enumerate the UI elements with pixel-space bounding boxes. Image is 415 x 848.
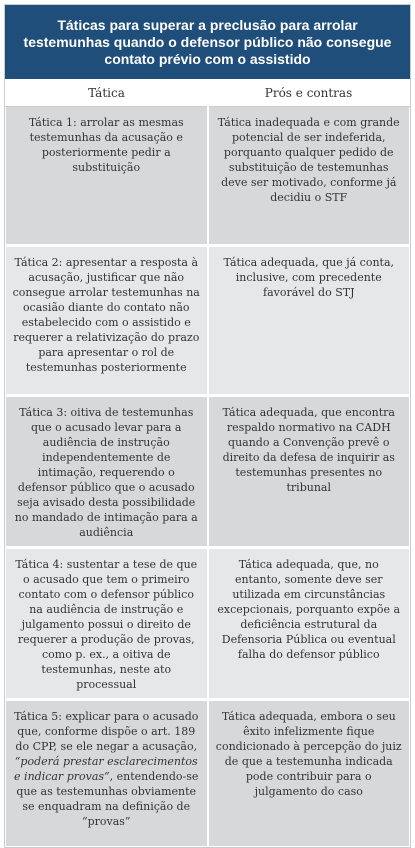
table-row bbox=[6, 397, 410, 547]
cell-pros-contras: Tática inadequada e com grande potencial de ser indeferida, porquanto qualquer pedido de substituição de testemunhas deve ser motivado, conforme já decidiu o STF bbox=[208, 107, 410, 245]
tatica-5-quote: “poderá prestar esclarecimentos e indicar provas” bbox=[14, 755, 198, 783]
table-title: Táticas para superar a preclusão para arrolar testemunhas quando o defensor público não consegue contato prévio com o assistido bbox=[5, 5, 410, 79]
table-row bbox=[6, 701, 410, 847]
table-row bbox=[6, 107, 410, 245]
header-tatica: Tática bbox=[6, 80, 208, 107]
cell-pros-contras: Tática adequada, que já conta, inclusive, com precedente favorável do STJ bbox=[208, 247, 410, 395]
table-row bbox=[6, 247, 410, 395]
table-row bbox=[6, 549, 410, 699]
cell-pros-contras: Tática adequada, embora o seu êxito infelizmente fique condicionado à percepção do juiz de que a testemunha indicada pode contribuir para o julgamento do caso bbox=[208, 701, 410, 847]
cell-tatica: Tática 2: apresentar a resposta à acusação, justificar que não consegue arrolar testemunhas na ocasião diante do contato não estabelecido com o assistido e requerer a relativização do prazo para apresentar o rol de testemunhas posteriormente bbox=[6, 247, 208, 395]
tatica-5-text-pre: Tática 5: explicar para o acusado que, conforme dispõe o art. 189 do CPP, se ele negar a acusação, bbox=[14, 710, 199, 753]
cell-tatica: Tática 1: arrolar as mesmas testemunhas da acusação e posteriormente pedir a substituição bbox=[6, 107, 208, 245]
tactics-table bbox=[5, 79, 410, 847]
header-pros-contras: Prós e contras bbox=[208, 80, 410, 107]
tactics-table-container bbox=[4, 4, 411, 848]
cell-pros-contras: Tática adequada, que encontra respaldo normativo na CADH quando a Convenção prevê o direito da defesa de inquirir as testemunhas presentes no tribunal bbox=[208, 397, 410, 547]
cell-tatica: Tática 3: oitiva de testemunhas que o acusado levar para a audiência de instrução independentemente de intimação, requerendo o defensor público que o acusado seja avisado desta possibilidade no mandado de intimação para a audiência bbox=[6, 397, 208, 547]
cell-tatica bbox=[6, 701, 208, 847]
table-header-row bbox=[6, 80, 410, 107]
cell-tatica: Tática 4: sustentar a tese de que o acusado que tem o primeiro contato com o defensor público na audiência de instrução e julgamento possui o direito de requerer a produção de provas, como p. ex., a oitiva de testemunhas, neste ato processual bbox=[6, 549, 208, 699]
tatica-5-text-post: , entendendo-se que as testemunhas obviamente se enquadram na definição de “provas” bbox=[16, 770, 199, 828]
cell-pros-contras: Tática adequada, que, no entanto, somente deve ser utilizada em circunstâncias excepcionais, porquanto expõe a deficiência estrutural da Defensoria Pública ou eventual falha do defensor público bbox=[208, 549, 410, 699]
